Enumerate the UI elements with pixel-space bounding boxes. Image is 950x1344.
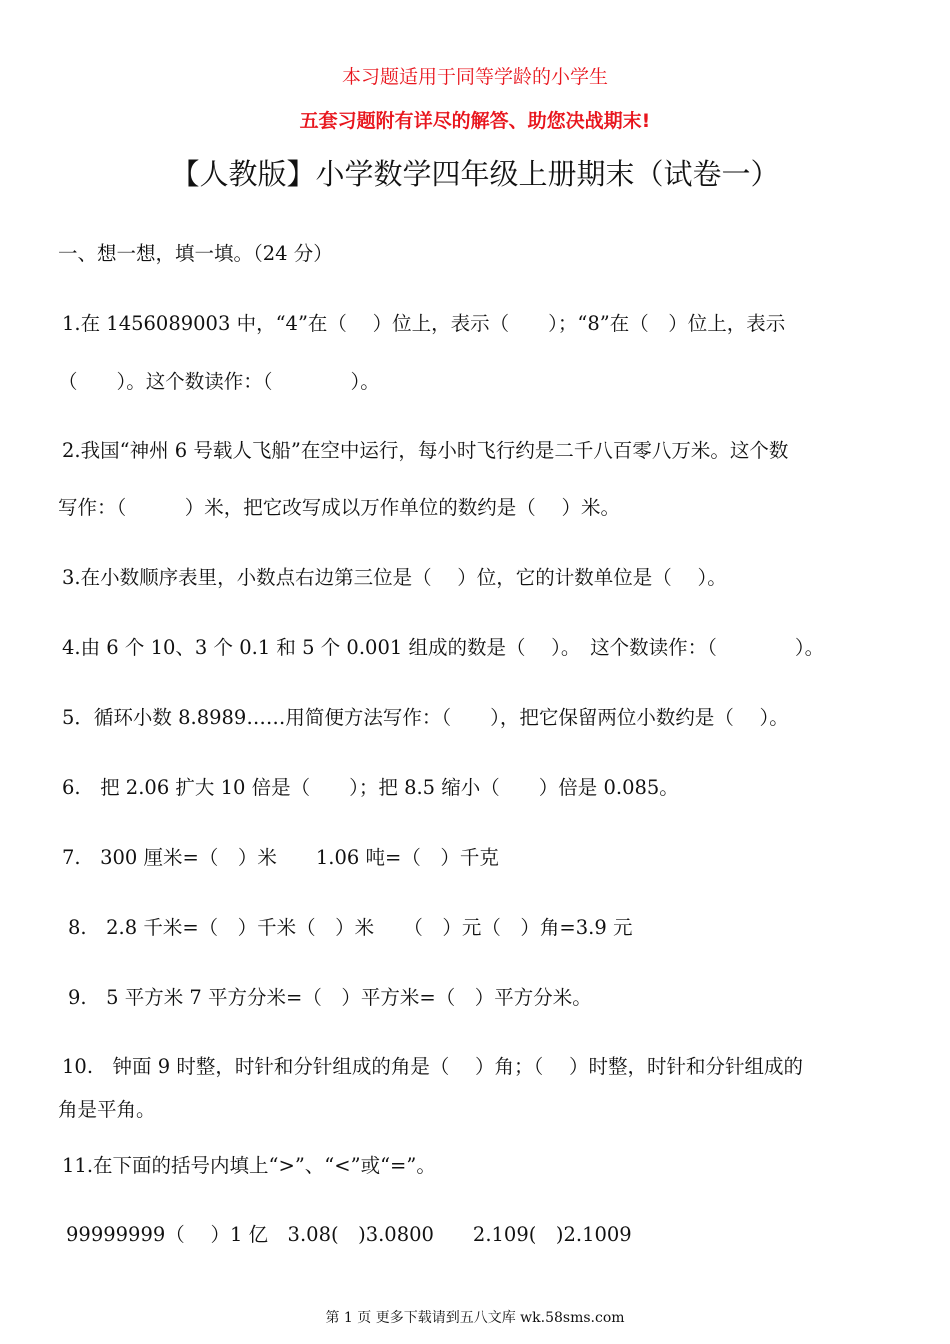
question-line: 8. 2.8 千米=（ ）千米（ ）米 （ ）元（ ）角=3.9 元	[68, 916, 633, 939]
question-line: 5．循环小数 8.8989……用简便方法写作：（ ），把它保留两位小数约是（ ）。	[62, 706, 789, 729]
question-line: （ ）。这个数读作：（ ）。	[58, 370, 380, 393]
question-line: 写作：（ ）米，把它改写成以万作单位的数约是（ ）米。	[58, 496, 620, 519]
question-line: 7. 300 厘米=（ ）米 1.06 吨=（ ）千克	[62, 846, 499, 869]
notice-line-1: 本习题适用于同等学龄的小学生	[341, 66, 608, 88]
section-heading: 一、想一想，填一填。（24 分）	[58, 242, 333, 265]
question-line: 6. 把 2.06 扩大 10 倍是（ ）；把 8.5 缩小（ ）倍是 0.085。	[62, 776, 679, 799]
question-line: 1.在 1456089003 中，“4”在（ ）位上，表示（ ）；“8”在（ ）位上，表示	[62, 312, 786, 335]
exam-title: 【人教版】小学数学四年级上册期末（试卷一）	[170, 157, 780, 191]
question-line: 10. 钟面 9 时整，时针和分针组成的角是（ ）角；（ ）时整，时针和分针组成的	[62, 1055, 803, 1078]
question-line: 9. 5 平方米 7 平方分米=（ ）平方米=（ ）平方分米。	[68, 986, 592, 1009]
question-line: 2.我国“神州 6 号载人飞船”在空中运行，每小时飞行约是二千八百零八万米。这个数	[62, 439, 789, 462]
question-line: 3.在小数顺序表里，小数点右边第三位是（ ）位，它的计数单位是（ ）。	[62, 566, 727, 589]
page-footer: 第 1 页 更多下载请到五八文库 wk.58sms.com	[325, 1310, 625, 1326]
question-line: 99999999（ ）1 亿 3.08( )3.0800 2.109( )2.1009	[66, 1223, 632, 1246]
question-line: 角是平角。	[58, 1098, 156, 1121]
notice-line-2: 五套习题附有详尽的解答、助您决战期末!	[299, 110, 651, 132]
question-line: 4.由 6 个 10、3 个 0.1 和 5 个 0.001 组成的数是（ ）。 这个数读作：（ ）。	[62, 636, 825, 659]
question-line: 11.在下面的括号内填上“>”、“<”或“=”。	[62, 1154, 436, 1177]
